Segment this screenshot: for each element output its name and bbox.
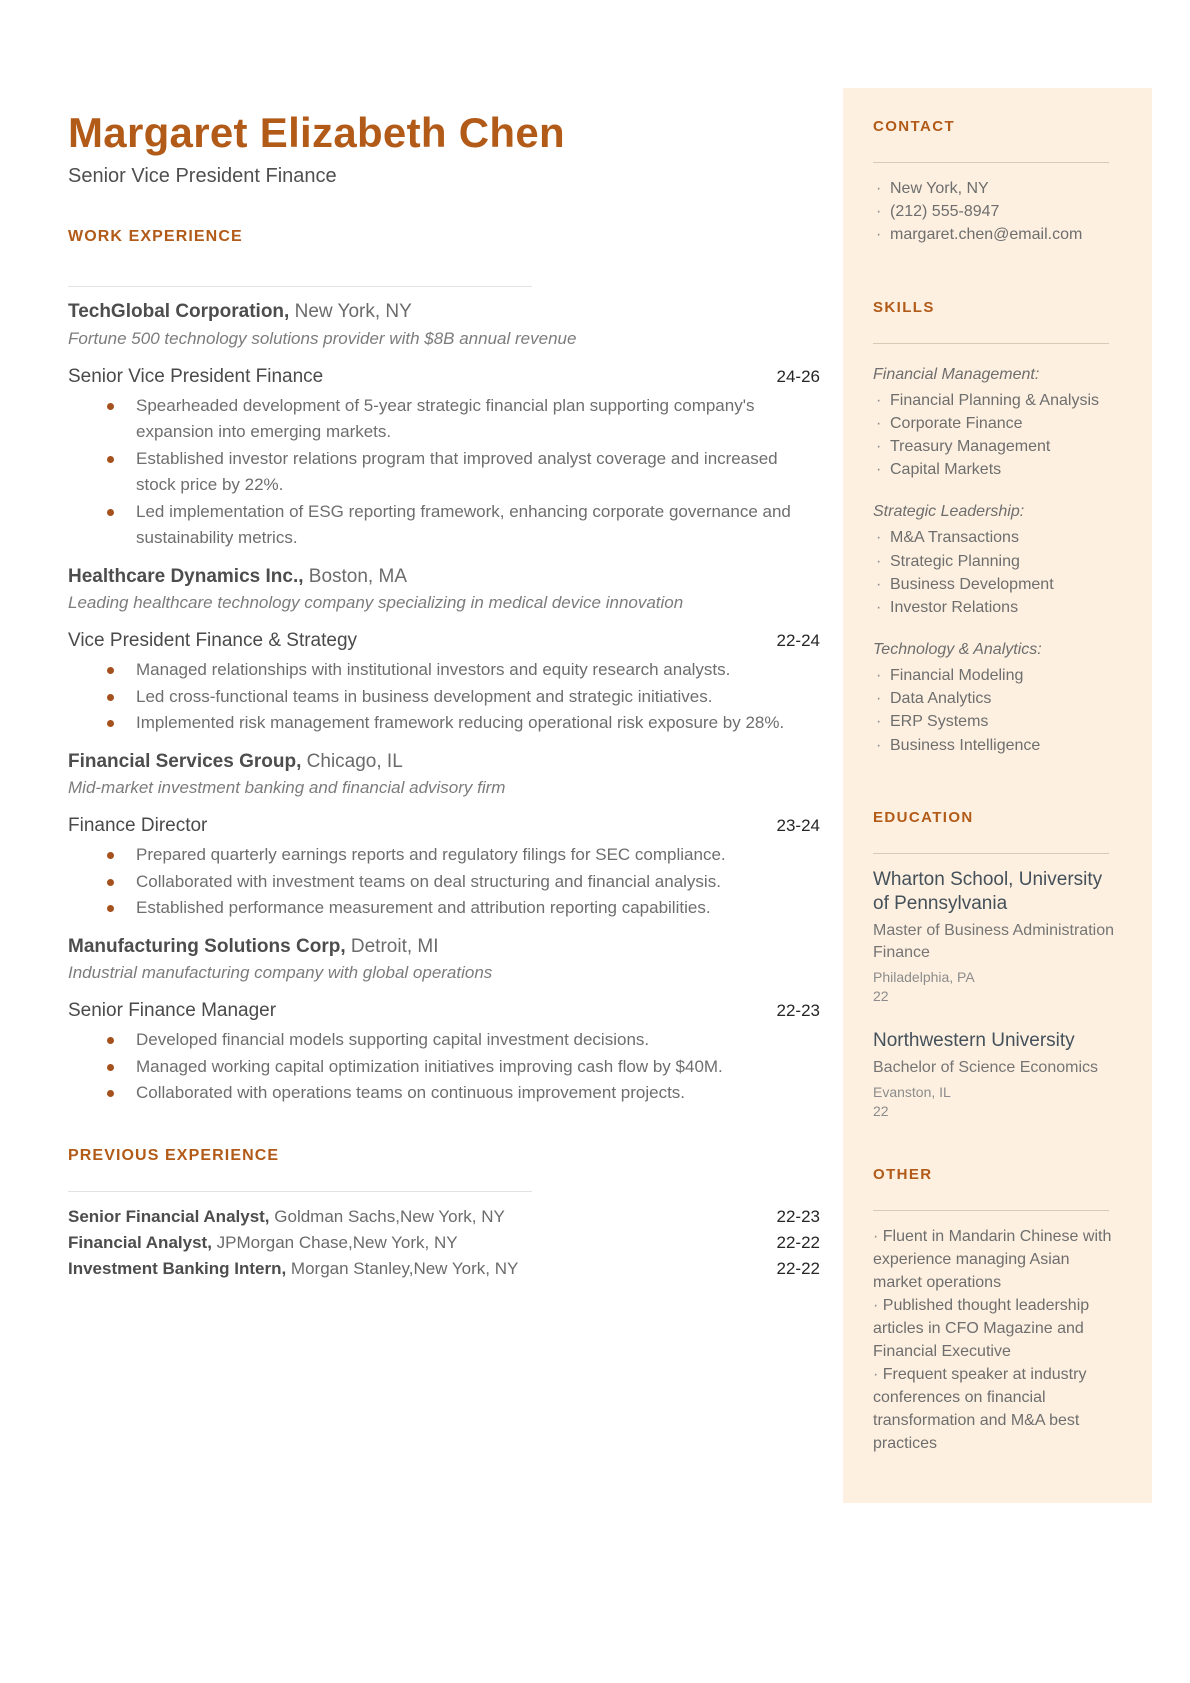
sidebar-divider (873, 343, 1109, 344)
school-city: Evanston, IL (873, 1083, 951, 1100)
company-name: Manufacturing Solutions Corp, (68, 935, 346, 957)
company-name: TechGlobal Corporation, (68, 301, 290, 323)
bullet-item: Spearheaded development of 5-year strategic financial plan supporting company's expansion into emerging markets. (68, 393, 820, 446)
role-title: Senior Vice President Finance (68, 365, 324, 387)
role-row (68, 366, 820, 388)
role-row (68, 815, 820, 837)
company-description: Leading healthcare technology company specializing in medical device innovation (68, 593, 684, 613)
section-divider (68, 1191, 532, 1192)
skills-section (873, 299, 1122, 757)
sidebar (843, 88, 1152, 1503)
sidebar-divider (873, 162, 1109, 163)
bullet-list (68, 393, 820, 552)
previous-company: Goldman Sachs,New York, NY (269, 1206, 505, 1226)
bullet-list (68, 842, 820, 922)
skills-heading: SKILLS (873, 298, 935, 316)
previous-company: Morgan Stanley,New York, NY (286, 1258, 519, 1278)
company-location: Chicago, IL (301, 750, 403, 772)
skill-item: · Strategic Planning (873, 550, 1122, 573)
previous-role-line (68, 1256, 518, 1282)
other-item: · Frequent speaker at industry conferences on financial transformation and M&A best practices (873, 1363, 1122, 1455)
school-degree: Master of Business Administration Finance (873, 922, 1114, 962)
school-name: Northwestern University (873, 1030, 1075, 1052)
role-dates: 22-24 (776, 631, 820, 651)
role-title: Senior Finance Manager (68, 1000, 277, 1022)
bullet-item: Managed relationships with institutional investors and equity research analysts. (68, 657, 820, 684)
education-entry (873, 868, 1122, 1007)
previous-company: JPMorgan Chase,New York, NY (211, 1232, 458, 1252)
school-year: 22 (873, 988, 889, 1005)
skill-group-label: Strategic Leadership: (873, 503, 1025, 521)
skill-item: · M&A Transactions (873, 526, 1122, 549)
experience-entry (68, 299, 820, 552)
bullet-item: Led cross-functional teams in business development and strategic initiatives. (68, 684, 820, 711)
bullet-item: Led implementation of ESG reporting framework, enhancing corporate governance and sustainability metrics. (68, 499, 820, 552)
bullet-list (68, 1027, 820, 1107)
company-location: New York, NY (289, 301, 412, 323)
company-location: Detroit, MI (345, 935, 439, 957)
experience-entry (68, 934, 820, 1107)
other-heading: OTHER (873, 1165, 933, 1183)
previous-role: Investment Banking Intern, (68, 1258, 287, 1278)
skill-item: · Business Intelligence (873, 734, 1122, 757)
other-item: · Published thought leadership articles in CFO Magazine and Financial Executive (873, 1294, 1122, 1363)
bullet-list (68, 657, 820, 737)
role-dates: 22-23 (776, 1001, 820, 1021)
person-title: Senior Vice President Finance (68, 165, 337, 188)
section-divider (68, 286, 532, 287)
other-item: · Fluent in Mandarin Chinese with experience managing Asian market operations (873, 1225, 1122, 1294)
contact-section (873, 118, 1122, 247)
bullet-item: Established investor relations program that improved analyst coverage and increased stock price by 22%. (68, 446, 820, 499)
school-city: Philadelphia, PA (873, 968, 975, 985)
skill-group-label: Financial Management: (873, 365, 1040, 383)
sidebar-divider (873, 1210, 1109, 1211)
sidebar-divider (873, 853, 1109, 854)
company-name: Healthcare Dynamics Inc., (68, 565, 304, 587)
education-heading: EDUCATION (873, 808, 974, 826)
role-title: Vice President Finance & Strategy (68, 630, 358, 652)
skill-item: · Business Development (873, 573, 1122, 596)
skill-item: · ERP Systems (873, 710, 1122, 733)
role-dates: 23-24 (776, 816, 820, 836)
skill-item: · Data Analytics (873, 687, 1122, 710)
skill-item: · Investor Relations (873, 596, 1122, 619)
education-entry (873, 1029, 1122, 1122)
skill-item: · Financial Planning & Analysis (873, 389, 1122, 412)
role-row (68, 1000, 820, 1022)
other-section (873, 1166, 1122, 1455)
company-name: Financial Services Group, (68, 750, 302, 772)
company-description: Industrial manufacturing company with global operations (68, 963, 493, 983)
work-experience-heading: WORK EXPERIENCE (68, 228, 243, 246)
company-line (68, 749, 820, 775)
previous-dates: 22-22 (776, 1258, 820, 1278)
school-degree: Bachelor of Science Economics (873, 1059, 1098, 1077)
school-name: Wharton School, University of Pennsylvania (873, 868, 1103, 914)
role-row (68, 630, 820, 652)
previous-experience-list (68, 1204, 820, 1282)
skill-item: · Treasury Management (873, 435, 1122, 458)
previous-dates: 22-23 (776, 1206, 820, 1226)
contact-heading: CONTACT (873, 118, 956, 135)
experience-entry (68, 564, 820, 737)
skill-item: · Financial Modeling (873, 664, 1122, 687)
school-year: 22 (873, 1103, 889, 1120)
previous-role: Financial Analyst, (68, 1232, 212, 1252)
skill-group (873, 638, 1122, 757)
contact-email: · margaret.chen@email.com (873, 223, 1122, 246)
main-column (68, 0, 820, 1282)
role-title: Finance Director (68, 815, 208, 837)
bullet-item: Developed financial models supporting capital investment decisions. (68, 1027, 820, 1054)
company-location: Boston, MA (303, 565, 407, 587)
bullet-item: Collaborated with investment teams on deal structuring and financial analysis. (68, 869, 820, 896)
company-line (68, 934, 820, 960)
company-line (68, 299, 820, 325)
company-description: Mid-market investment banking and financial advisory firm (68, 778, 506, 798)
company-description: Fortune 500 technology solutions provider with $8B annual revenue (68, 328, 577, 348)
education-section (873, 809, 1122, 1122)
person-name: Margaret Elizabeth Chen (68, 109, 565, 156)
bullet-item: Established performance measurement and attribution reporting capabilities. (68, 895, 820, 922)
role-dates: 24-26 (776, 366, 820, 386)
previous-experience-row (68, 1204, 820, 1230)
contact-phone: · (212) 555-8947 (873, 200, 1122, 223)
skill-item: · Corporate Finance (873, 412, 1122, 435)
bullet-item: Prepared quarterly earnings reports and regulatory filings for SEC compliance. (68, 842, 820, 869)
skill-item: · Capital Markets (873, 458, 1122, 481)
skill-group-label: Technology & Analytics: (873, 641, 1042, 659)
bullet-item: Implemented risk management framework reducing operational risk exposure by 28%. (68, 710, 820, 737)
experience-entry (68, 749, 820, 922)
previous-experience-row (68, 1256, 820, 1282)
previous-role: Senior Financial Analyst, (68, 1206, 270, 1226)
previous-dates: 22-22 (776, 1232, 820, 1252)
bullet-item: Collaborated with operations teams on continuous improvement projects. (68, 1080, 820, 1107)
company-line (68, 564, 820, 590)
bullet-item: Managed working capital optimization initiatives improving cash flow by $40M. (68, 1054, 820, 1081)
contact-location: · New York, NY (873, 177, 1122, 200)
skill-group (873, 363, 1122, 482)
previous-role-line (68, 1204, 505, 1230)
skill-group (873, 500, 1122, 619)
previous-experience-heading: PREVIOUS EXPERIENCE (68, 1146, 280, 1164)
previous-role-line (68, 1230, 458, 1256)
previous-experience-row (68, 1230, 820, 1256)
